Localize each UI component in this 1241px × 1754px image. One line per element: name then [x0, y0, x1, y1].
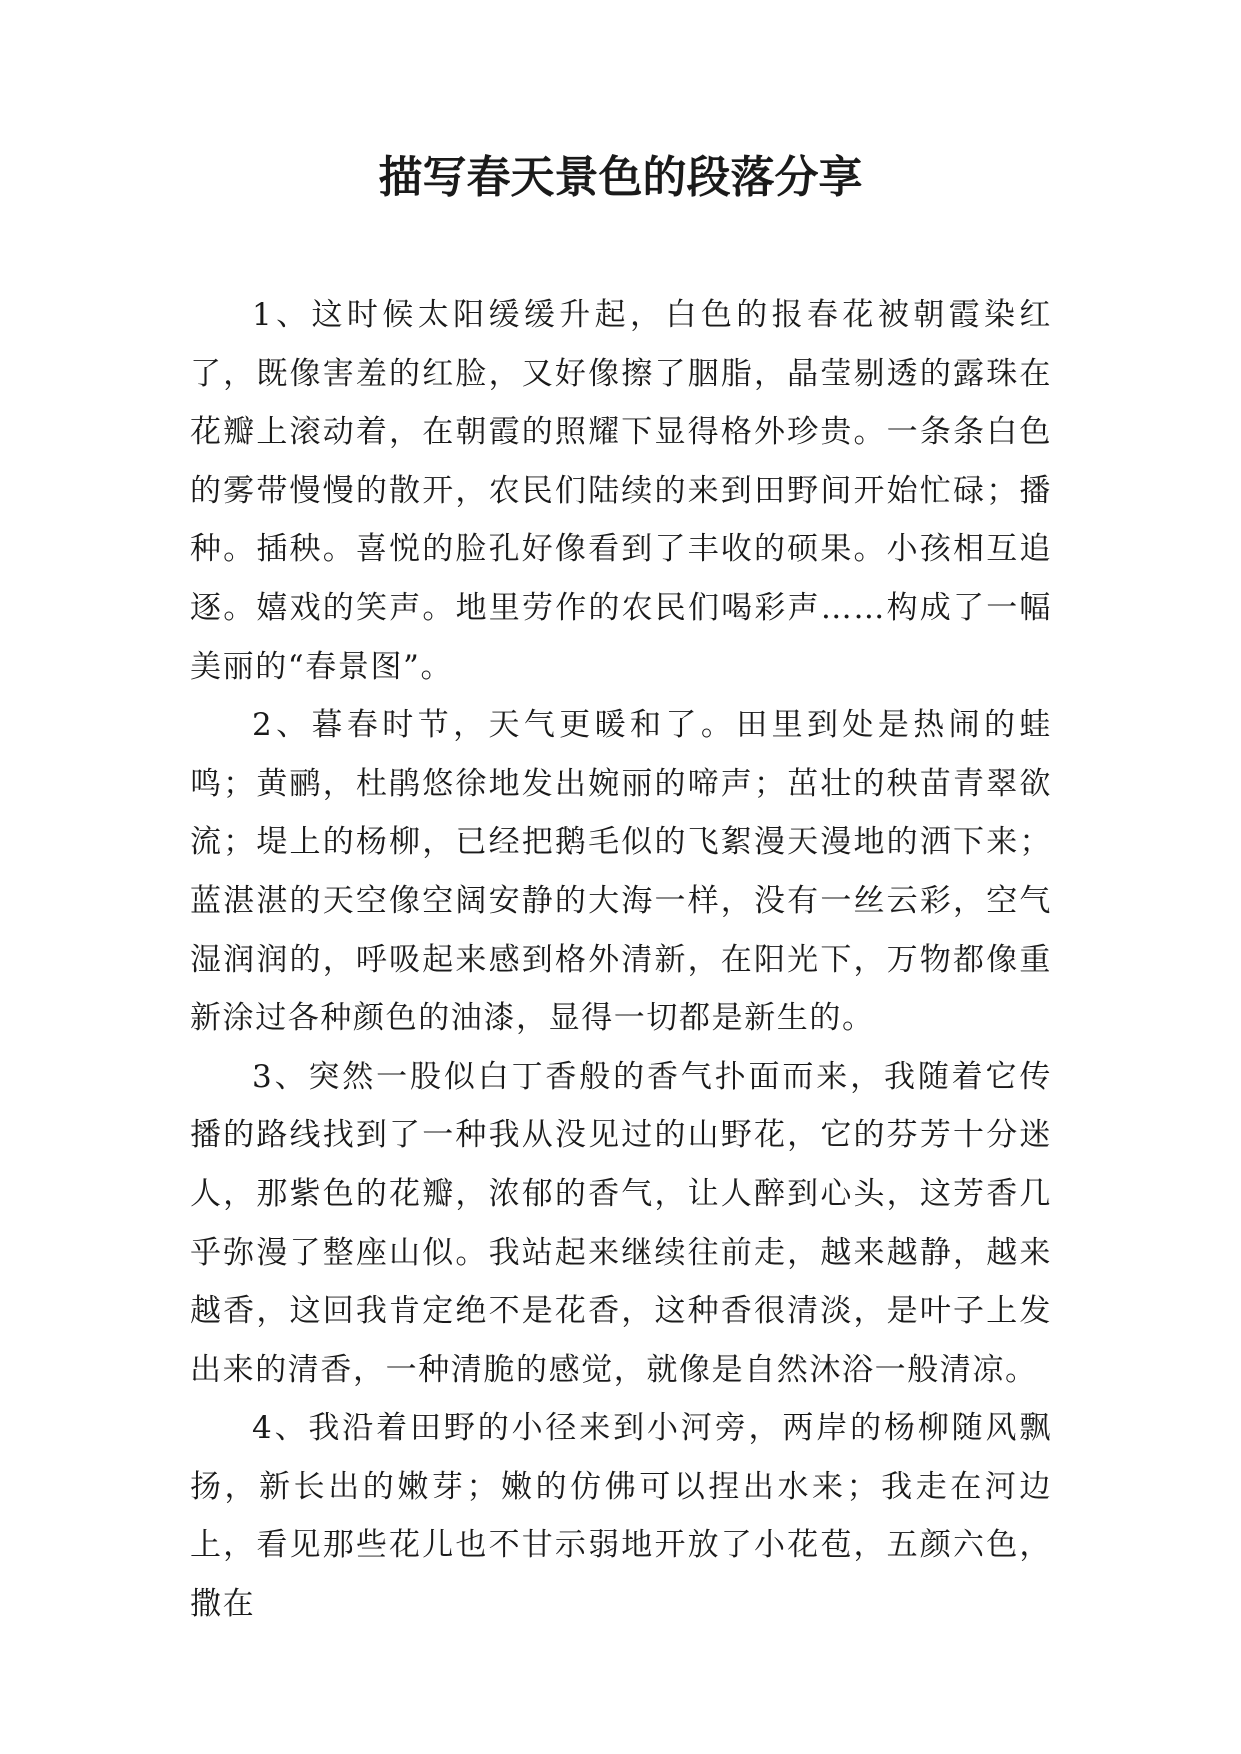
document-body — [190, 286, 1052, 1634]
document-title: 描写春天景色的段落分享 — [378, 152, 863, 203]
paragraph-2: 2、暮春时节，天气更暖和了。田里到处是热闹的蛙鸣；黄鹂，杜鹃悠徐地发出婉丽的啼声；茁壮的秧苗青翠欲流；堤上的杨柳，已经把鹅毛似的飞絮漫天漫地的洒下来；蓝湛湛的天空像空阔安静的大海一样，没有一丝云彩，空气湿润润的，呼吸起来感到格外清新，在阳光下，万物都像重新涂过各种颜色的油漆，显得一切都是新生的。 — [190, 707, 1052, 1037]
paragraph-3: 3、突然一股似白丁香般的香气扑面而来，我随着它传播的路线找到了一种我从没见过的山野花，它的芬芳十分迷人，那紫色的花瓣，浓郁的香气，让人醉到心头，这芳香几乎弥漫了整座山似。我站起来继续往前走，越来越静，越来越香，这回我肯定绝不是花香，这种香很清淡，是叶子上发出来的清香，一种清脆的感觉，就像是自然沐浴一般清凉。 — [190, 1058, 1052, 1388]
paragraph-4: 4、我沿着田野的小径来到小河旁，两岸的杨柳随风飘扬，新长出的嫩芽；嫩的仿佛可以捏出水来；我走在河边上，看见那些花儿也不甘示弱地开放了小花苞，五颜六色，撒在 — [190, 1410, 1052, 1623]
paragraph-1: 1、这时候太阳缓缓升起，白色的报春花被朝霞染红了，既像害羞的红脸，又好像擦了胭脂，晶莹剔透的露珠在花瓣上滚动着，在朝霞的照耀下显得格外珍贵。一条条白色的雾带慢慢的散开，农民们陆续的来到田野间开始忙碌；播种。插秧。喜悦的脸孔好像看到了丰收的硕果。小孩相互追逐。嬉戏的笑声。地里劳作的农民们喝彩声……构成了一幅美丽的“春景图”。 — [190, 297, 1052, 685]
